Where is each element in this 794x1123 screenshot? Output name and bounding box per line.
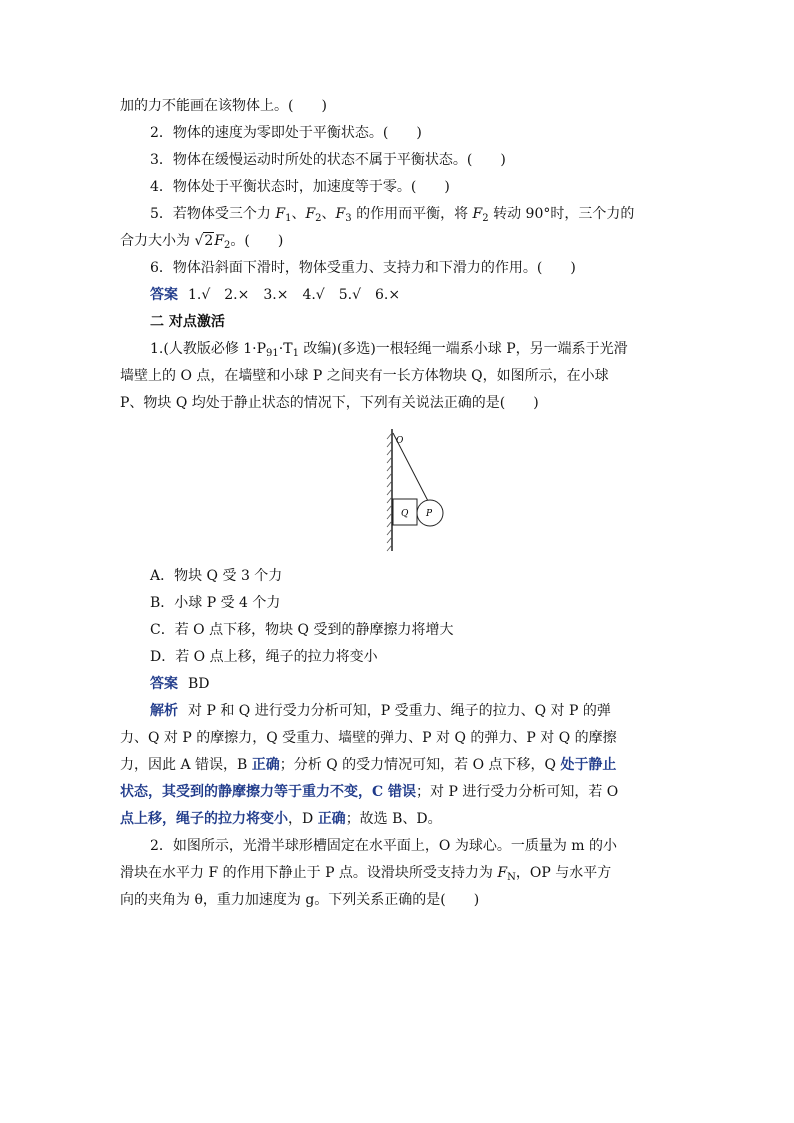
question-1-stem: 墙壁上的 O 点，在墙壁和小球 P 之间夹有一长方体物块 Q，如图所示，在小球 [120, 368, 609, 384]
question-2-stem: 2．如图所示，光滑半球形槽固定在水平面上，O 为球心。一质量为 m 的小 [150, 838, 618, 854]
answer-label: 答案 [150, 676, 178, 692]
judgment-item-2: 2．物体的速度为零即处于平衡状态。( ) [150, 125, 422, 141]
explanation-line: 点上移，绳子的拉力将变小，D 正确；故选 B、D。 [120, 811, 442, 827]
section-heading: 二 对点激活 [150, 314, 225, 330]
answer-line [150, 674, 210, 694]
explanation-line: 状态，其受到的静摩擦力等于重力不变，C 错误；对 P 进行受力分析可知，若 O [120, 784, 619, 800]
sqrt-symbol: √ [194, 233, 204, 249]
explanation-line: 力，因此 A 错误，B 正确；分析 Q 的受力情况可知，若 O 点下移，Q 处于静止 [120, 757, 617, 773]
judgment-item-6: 6．物体沿斜面下滑时，物体受重力、支持力和下滑力的作用。( ) [150, 260, 576, 276]
judgment-item-5: 5．若物体受三个力 $F_1$、$F_2$、$F_3$ 的作用而平衡，将 $F_2$ 转动 90°时，三个力的 [150, 206, 635, 224]
question-1-stem: 1.(人教版必修 $1\cdot P_{91}\cdot T_1$ 改编)(多选)一根轻绳一端系小球 P，另一端系于光滑 [150, 341, 628, 359]
ball-p-label: P [426, 509, 433, 519]
option-a: A．物块 Q 受 3 个力 [150, 568, 283, 584]
text-line: 合力大小为 $√2F_2$。( ) [120, 233, 284, 251]
answer-text: BD [188, 676, 210, 692]
option-b: B．小球 P 受 4 个力 [150, 595, 281, 611]
answer-line [150, 285, 400, 305]
judgment-item-3: 3．物体在缓慢运动时所处的状态不属于平衡状态。( ) [150, 152, 506, 168]
explanation-line: 力、Q 对 P 的摩擦力，Q 受重力、墙壁的弹力、P 对 Q 的弹力、P 对 Q 的摩擦 [120, 730, 617, 746]
option-c: C．若 O 点下移，物块 Q 受到的静摩擦力将增大 [150, 622, 454, 638]
question-2-stem: 向的夹角为 θ，重力加速度为 g。下列关系正确的是( ) [120, 892, 480, 908]
text-line: 加的力不能画在该物体上。( ) [120, 98, 327, 114]
explanation-label: 解析 [150, 703, 178, 719]
block-q-label: Q [401, 509, 409, 519]
answer-label: 答案 [150, 287, 178, 303]
explanation-line: 解析 对 P 和 Q 进行受力分析可知，P 受重力、绳子的拉力、Q 对 P 的弹 [150, 703, 611, 719]
question-2-stem: 滑块在水平力 F 的作用下静止于 P 点。设滑块所受支持力为 $F_N$，OP 与水平方 [120, 865, 612, 883]
judgment-item-4: 4．物体处于平衡状态时，加速度等于零。( ) [150, 179, 450, 195]
wall-ball-block-figure [384, 427, 450, 555]
point-o-label: O [396, 436, 404, 446]
question-1-stem: P、物块 Q 均处于静止状态的情况下，下列有关说法正确的是( ) [120, 395, 539, 411]
option-d: D．若 O 点上移，绳子的拉力将变小 [150, 649, 378, 665]
answer-text: 1.√ 2.× 3.× 4.√ 5.√ 6.× [188, 287, 401, 303]
